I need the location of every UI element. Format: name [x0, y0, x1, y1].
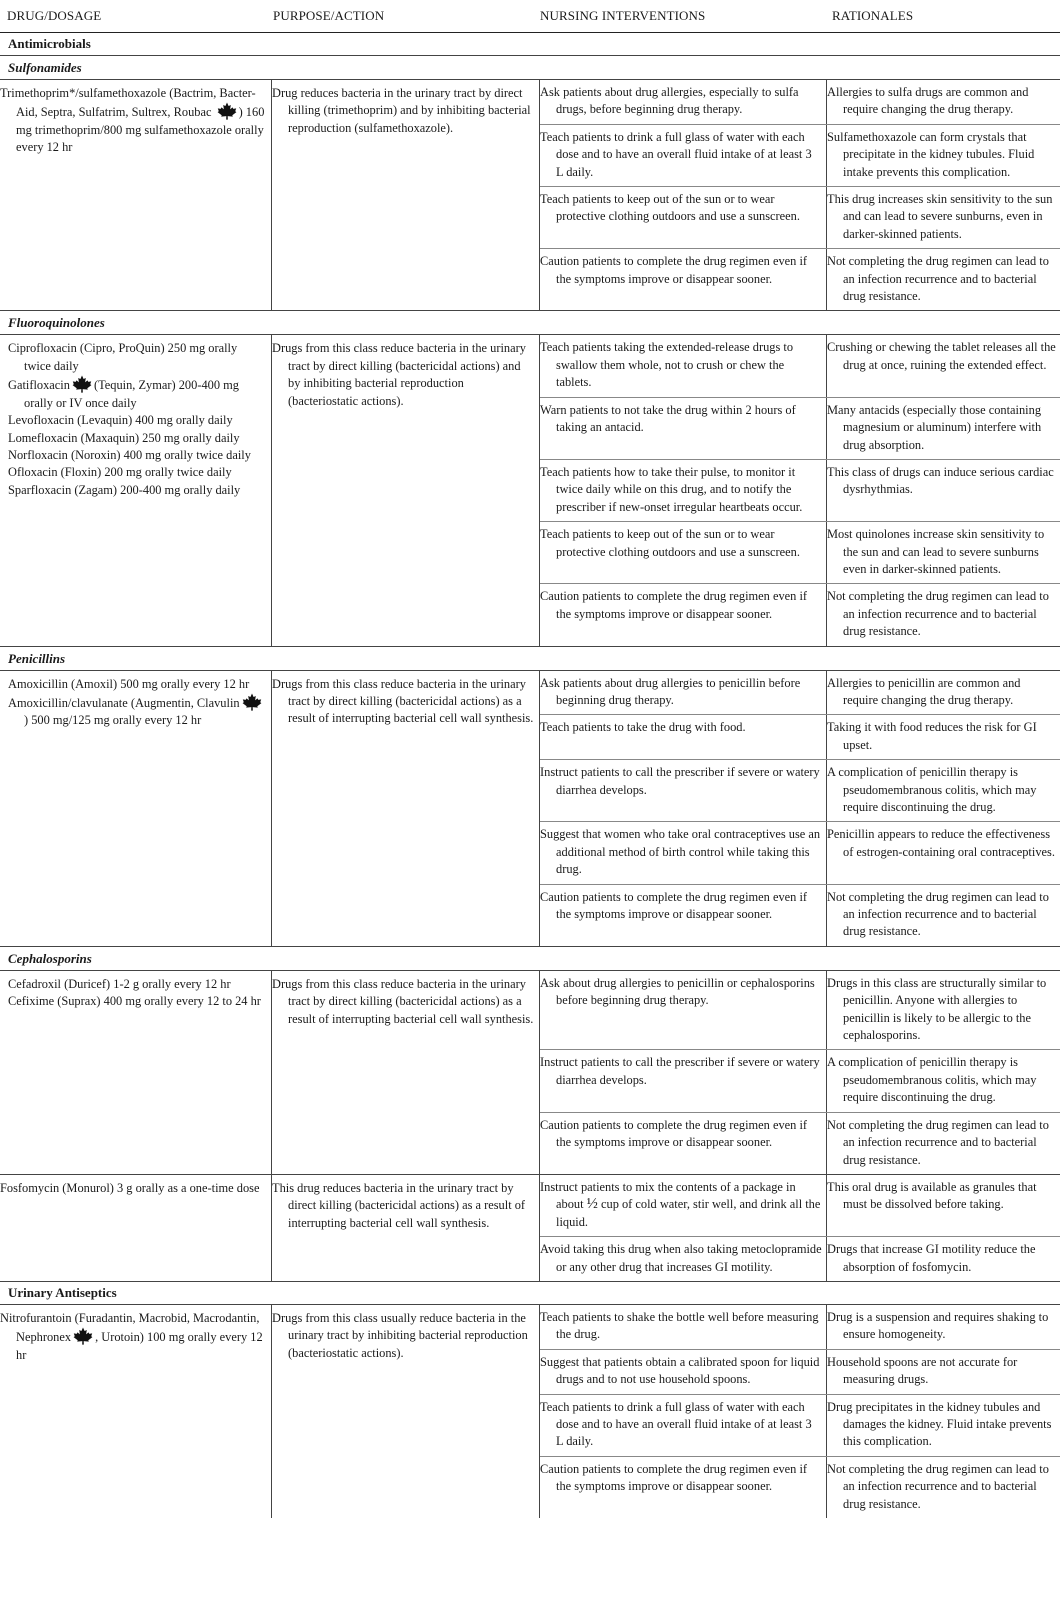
drug-dosage-cell — [0, 671, 272, 946]
intervention-cell: Teach patients to keep out of the sun or to wear protective clothing outdoors and use a sunscreen. — [540, 522, 827, 583]
purpose-cell: Drugs from this class usually reduce bacteria in the urinary tract by inhibiting bacterial reproduction (bacteriostatic actions). — [272, 1305, 540, 1518]
drug-line — [8, 693, 267, 730]
table-row — [540, 1395, 1060, 1457]
rationale-cell: A complication of penicillin therapy is pseudomembranous colitis, which may require discontinuing the drug. — [827, 1055, 1037, 1105]
header-purpose-action: PURPOSE/ACTION — [273, 8, 385, 23]
maple-leaf-icon — [72, 375, 92, 393]
rationale-cell: Drugs that increase GI motility reduce the absorption of fosfomycin. — [827, 1242, 1036, 1274]
purpose-cell: Drugs from this class reduce bacteria in the urinary tract by direct killing (bactericidal actions) as a result of interrupting bacterial cell wall synthesis. — [272, 671, 540, 946]
table-row — [540, 249, 1060, 310]
intervention-cell: Teach patients taking the extended-release drugs to swallow them whole, not to crush or chew the tablets. — [540, 335, 827, 396]
drug-group-cephalosporins — [0, 971, 1060, 1175]
table-row — [540, 1350, 1060, 1395]
table-row — [540, 1237, 1060, 1281]
header-nursing-interventions: NURSING INTERVENTIONS — [540, 8, 706, 23]
drug-text: Amoxicillin/clavulanate (Augmentin, Clavulin — [8, 695, 240, 710]
table-row — [540, 460, 1060, 522]
drug-line: Cefadroxil (Duricef) 1-2 g orally every 12 hr — [8, 976, 231, 991]
rationale-cell: Taking it with food reduces the risk for GI upset. — [827, 720, 1037, 752]
rationale-cell: Many antacids (especially those containing magnesium or aluminum) interfere with drug absorption. — [827, 402, 1042, 452]
interventions-list — [540, 971, 1060, 1174]
purpose-cell: Drugs from this class reduce bacteria in the urinary tract by direct killing (bactericidal actions) as a result of interrupting bacterial cell wall synthesis. — [272, 971, 540, 1174]
rationale-cell: Not completing the drug regimen can lead to an infection recurrence and to bacterial drug resistance. — [827, 1117, 1049, 1167]
rationale-cell: Not completing the drug regimen can lead to an infection recurrence and to bacterial drug resistance. — [827, 254, 1049, 304]
drug-line: Norfloxacin (Noroxin) 400 mg orally twice daily — [8, 447, 251, 462]
interventions-list — [540, 1175, 1060, 1281]
intervention-cell: Caution patients to complete the drug regimen even if the symptoms improve or disappear sooner. — [540, 584, 827, 645]
purpose-cell: Drug reduces bacteria in the urinary tract by direct killing (trimethoprim) and by inhibiting bacterial reproduction (sulfamethoxazole). — [272, 80, 540, 310]
rationale-cell: This oral drug is available as granules that must be dissolved before taking. — [827, 1179, 1037, 1212]
table-row — [540, 1050, 1060, 1112]
drug-line: Ofloxacin (Floxin) 200 mg orally twice daily — [8, 465, 232, 480]
drug-line: Lomefloxacin (Maxaquin) 250 mg orally daily — [8, 430, 240, 445]
intervention-cell: Teach patients to drink a full glass of water with each dose and to have an overall fluid intake of at least 3 L daily. — [540, 125, 827, 186]
table-row — [540, 1305, 1060, 1350]
drug-line: Levofloxacin (Levaquin) 400 mg orally daily — [8, 413, 233, 428]
rationale-cell: Not completing the drug regimen can lead to an infection recurrence and to bacterial drug resistance. — [827, 889, 1049, 939]
table-row — [540, 671, 1060, 716]
drug-group-fluoroquinolones — [0, 335, 1060, 646]
drug-line: Amoxicillin (Amoxil) 500 mg orally every 12 hr — [8, 676, 250, 691]
intervention-cell: Avoid taking this drug when also taking metoclopramide or any other drug that increases GI motility. — [540, 1237, 827, 1281]
intervention-cell: Caution patients to complete the drug regimen even if the symptoms improve or disappear sooner. — [540, 1113, 827, 1174]
intervention-cell: Caution patients to complete the drug regimen even if the symptoms improve or disappear sooner. — [540, 885, 827, 946]
intervention-cell: Instruct patients to call the prescriber if severe or watery diarrhea develops. — [540, 760, 827, 821]
intervention-cell: Warn patients to not take the drug within 2 hours of taking an antacid. — [540, 398, 827, 459]
interventions-list — [540, 335, 1060, 645]
drug-text: Trimethoprim*/sulfamethoxazole (Bactrim, Bacter-Aid, Septra, Sulfatrim, Sultrex, Roubac — [0, 86, 256, 120]
intervention-cell: Teach patients to drink a full glass of water with each dose and to have an overall fluid intake of at least 3 L daily. — [540, 1395, 827, 1456]
table-row — [540, 1113, 1060, 1174]
table-row — [540, 187, 1060, 249]
table-row — [540, 822, 1060, 884]
subsection-urinary-antiseptics: Urinary Antiseptics — [0, 1282, 1060, 1305]
drug-dosage-cell — [0, 80, 272, 310]
table-row — [540, 971, 1060, 1051]
drug-dosage-cell — [0, 971, 272, 1174]
drug-text: ) 500 mg/125 mg orally every 12 hr — [24, 713, 202, 728]
intervention-cell: Teach patients to keep out of the sun or to wear protective clothing outdoors and use a sunscreen. — [540, 187, 827, 248]
rationale-cell: Sulfamethoxazole can form crystals that precipitate in the kidney tubules. Fluid intake prevents this complication. — [827, 129, 1035, 179]
subsection-fluoroquinolones: Fluoroquinolones — [0, 311, 1060, 335]
interventions-list — [540, 1305, 1060, 1518]
table-row — [540, 335, 1060, 397]
rationale-cell: This drug increases skin sensitivity to the sun and can lead to severe sunburns, even in darker-skinned patients. — [827, 192, 1053, 241]
intervention-cell: Ask patients about drug allergies to penicillin before beginning drug therapy. — [540, 671, 827, 715]
intervention-cell: Teach patients how to take their pulse, to monitor it twice daily while on this drug, and to notify the prescriber if new-onset irregular heartbeats occur. — [540, 460, 827, 521]
rationale-cell: Drug is a suspension and requires shaking to ensure homogeneity. — [827, 1309, 1049, 1342]
table-row — [540, 715, 1060, 760]
rationale-cell: Allergies to penicillin are common and require changing the drug therapy. — [827, 675, 1021, 707]
header-drug-dosage: DRUG/DOSAGE — [7, 8, 102, 23]
table-row — [540, 760, 1060, 822]
drug-line: Ciprofloxacin (Cipro, ProQuin) 250 mg orally twice daily — [8, 341, 238, 373]
subsection-cephalosporins: Cephalosporins — [0, 947, 1060, 971]
drug-group-sulfonamides — [0, 80, 1060, 311]
rationale-cell: Penicillin appears to reduce the effectiveness of estrogen-containing oral contraceptives. — [827, 827, 1055, 859]
drug-group-fosfomycin — [0, 1175, 1060, 1282]
drug-text: Nitrofurantoin (Furadantin, Macrobid, Macrodantin, Nephronex — [0, 1310, 260, 1345]
drug-text: ) 160 mg trimethoprim/800 mg sulfamethoxazole orally every 12 hr — [16, 105, 265, 155]
rationale-cell: Drugs in this class are structurally similar to penicillin. Anyone with allergies to penicillin is likely to be allergic to the cephalosporins. — [827, 975, 1047, 1043]
drug-line: Cefixime (Suprax) 400 mg orally every 12 to 24 hr — [8, 994, 261, 1009]
section-title: Antimicrobials — [0, 33, 1060, 56]
header-rationales: RATIONALES — [832, 8, 914, 23]
drug-dosage-cell — [0, 335, 272, 645]
rationale-cell: Most quinolones increase skin sensitivity to the sun and can lead to severe sunburns even in darker-skinned patients. — [827, 527, 1045, 576]
rationale-cell: Not completing the drug regimen can lead to an infection recurrence and to bacterial drug resistance. — [827, 589, 1049, 639]
drug-dosage-cell: Fosfomycin (Monurol) 3 g orally as a one-time dose — [0, 1175, 272, 1281]
drug-group-penicillins — [0, 671, 1060, 947]
intervention-cell — [540, 1175, 827, 1236]
table-row — [540, 80, 1060, 125]
table-header — [0, 0, 1060, 33]
drug-text: , Urotoin) 100 mg orally every 12 hr — [16, 1330, 263, 1362]
intervention-cell: Teach patients to take the drug with food. — [540, 715, 827, 759]
rationale-cell: Not completing the drug regimen can lead to an infection recurrence and to bacterial drug resistance. — [827, 1461, 1049, 1511]
rationale-cell: Allergies to sulfa drugs are common and require changing the drug therapy. — [827, 85, 1029, 117]
subsection-sulfonamides: Sulfonamides — [0, 56, 1060, 80]
intervention-cell: Suggest that women who take oral contraceptives use an additional method of birth control while taking this drug. — [540, 822, 827, 883]
maple-leaf-icon — [242, 693, 262, 711]
rationale-cell: This class of drugs can induce serious cardiac dysrhythmias. — [827, 464, 1054, 497]
table-row — [540, 1175, 1060, 1237]
table-row — [540, 522, 1060, 584]
maple-leaf-icon — [73, 1327, 93, 1345]
intervention-cell: Teach patients to shake the bottle well before measuring the drug. — [540, 1305, 827, 1349]
rationale-cell: Crushing or chewing the tablet releases all the drug at once, ruining the extended effect. — [827, 340, 1056, 372]
drug-line — [8, 375, 267, 412]
rationale-cell: Household spoons are not accurate for measuring drugs. — [827, 1354, 1018, 1387]
rationale-cell: A complication of penicillin therapy is pseudomembranous colitis, which may require discontinuing the drug. — [827, 765, 1037, 814]
interventions-list — [540, 80, 1060, 310]
intervention-text: cup of cold water, stir well, and drink all the liquid. — [556, 1197, 821, 1229]
intervention-cell: Caution patients to complete the drug regimen even if the symptoms improve or disappear sooner. — [540, 249, 827, 310]
drug-line: Sparfloxacin (Zagam) 200-400 mg orally daily — [8, 482, 241, 497]
fraction: ½ — [586, 1196, 598, 1213]
drug-text: (Tequin, Zymar) 200-400 mg orally or IV once daily — [24, 378, 239, 410]
table-row — [540, 125, 1060, 187]
purpose-cell: This drug reduces bacteria in the urinary tract by direct killing (bactericidal actions) as a result of interrupting bacterial cell wall synthesis. — [272, 1175, 540, 1281]
purpose-cell: Drugs from this class reduce bacteria in the urinary tract by direct killing (bactericidal actions) and by inhibiting bacterial reproduction (bacteriostatic actions). — [272, 335, 540, 645]
intervention-text: Instruct patients to mix the contents of a package in about — [540, 1179, 796, 1212]
drug-group-urinary-antiseptics — [0, 1305, 1060, 1518]
table-row — [540, 885, 1060, 946]
intervention-cell: Ask about drug allergies to penicillin or cephalosporins before beginning drug therapy. — [540, 971, 827, 1050]
maple-leaf-icon — [217, 102, 237, 120]
intervention-cell: Ask patients about drug allergies, especially to sulfa drugs, before beginning drug therapy. — [540, 80, 827, 124]
drug-dosage-cell — [0, 1305, 272, 1518]
intervention-cell: Caution patients to complete the drug regimen even if the symptoms improve or disappear sooner. — [540, 1457, 827, 1518]
interventions-list — [540, 671, 1060, 946]
table-row — [540, 1457, 1060, 1518]
table-row — [540, 584, 1060, 645]
intervention-cell: Suggest that patients obtain a calibrated spoon for liquid drugs and to not use household spoons. — [540, 1350, 827, 1394]
rationale-cell: Drug precipitates in the kidney tubules and damages the kidney. Fluid intake prevents this complication. — [827, 1399, 1052, 1449]
intervention-cell: Instruct patients to call the prescriber if severe or watery diarrhea develops. — [540, 1050, 827, 1111]
table-row — [540, 398, 1060, 460]
drug-text: Gatifloxacin — [8, 378, 70, 393]
subsection-penicillins: Penicillins — [0, 647, 1060, 671]
